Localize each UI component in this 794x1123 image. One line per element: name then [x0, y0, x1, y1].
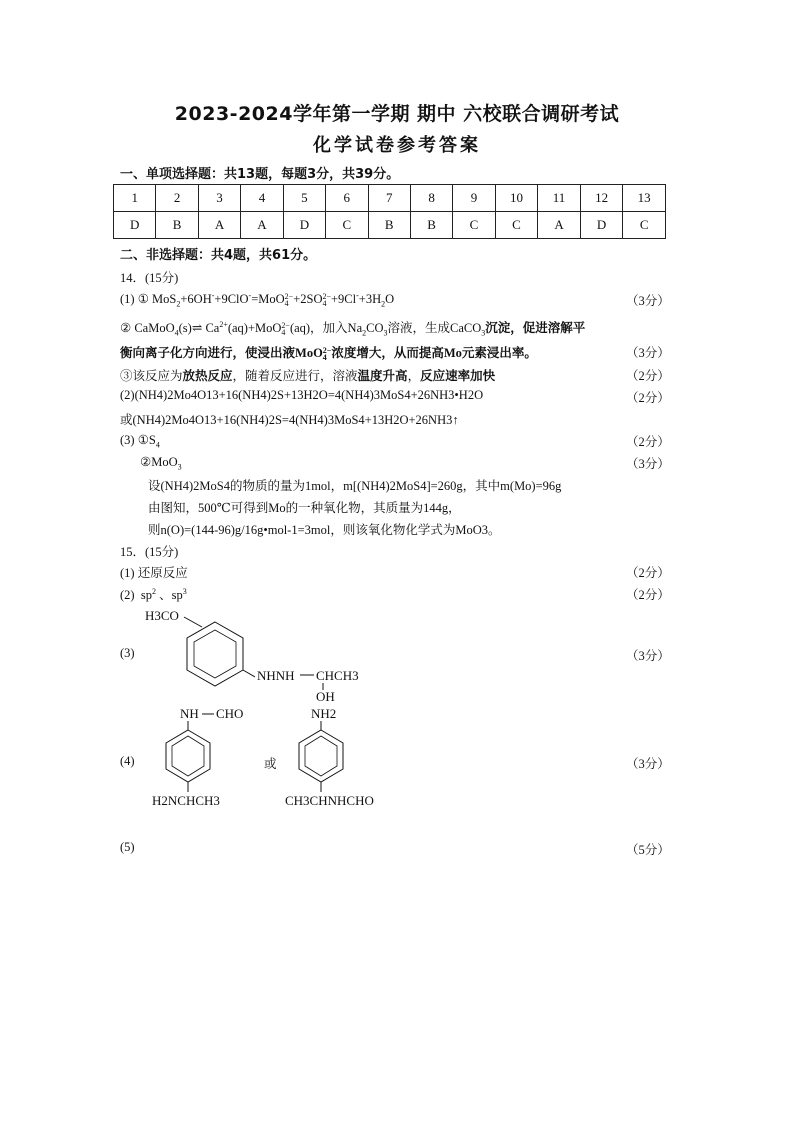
section1-heading: 一、单项选择题：共13题，每题3分，共39分。 — [120, 167, 400, 182]
benzene-inner-ring — [305, 736, 337, 776]
q15-part3-points: （3分） — [626, 649, 670, 663]
methoxy-label: H3CO — [145, 608, 179, 623]
table-cell-number: 11 — [538, 185, 581, 212]
table-cell-number: 1 — [114, 185, 156, 212]
q15-part4-structure-b — [283, 702, 393, 814]
table-cell-number: 2 — [156, 185, 198, 212]
q14-part2-equation-1: (2)(NH4)2Mo4O13+16(NH4)2S+13H2O=4(NH4)3MoS4+26NH3•H2O — [120, 388, 484, 402]
methoxy-bond — [184, 617, 202, 627]
q15-part4-points: （3分） — [626, 757, 670, 771]
answer-table-answer-row — [114, 212, 666, 239]
q14-part1-explanation-line1: ② CaMoO$_4$(s)⇌ $Ca^{2+}(aq)+MoO2-$ 4 (aq)，加入$Na_2CO_3$溶液，生成CaCO$_3$沉淀，促进溶解平 — [120, 319, 586, 338]
q14-calc-line2: 由图知，500℃可得到Mo的一种氧化物，其质量为144g， — [148, 501, 461, 515]
q14-part2-equation-2: 或(NH4)2Mo4O13+16(NH4)2S=4(NH4)3MoS4+13H2O+26NH3↑ — [120, 413, 459, 427]
answer-table — [113, 184, 666, 239]
table-cell-answer: A — [538, 212, 581, 239]
chch3-label: CHCH3 — [316, 668, 359, 683]
table-cell-answer: B — [368, 212, 410, 239]
q15-part1: (1) 还原反应 — [120, 566, 188, 580]
q14-part1-explanation-points: （3分） — [626, 346, 670, 360]
q14-part3-b: ②MoO$_3$ — [140, 455, 182, 472]
q15-part4-structure-a — [150, 702, 260, 814]
benzene-ring — [299, 730, 343, 782]
h2nchch3-label: H2NCHCH3 — [152, 793, 220, 808]
hydrazine-label: NHNH — [257, 668, 295, 683]
table-cell-number: 3 — [198, 185, 240, 212]
ch3chnhcho-label: CH3CHNHCHO — [285, 793, 374, 808]
table-cell-number: 6 — [326, 185, 368, 212]
oh-label: OH — [316, 689, 335, 704]
q14-part2-points: （2分） — [626, 391, 670, 405]
table-cell-answer: B — [410, 212, 452, 239]
nh-label: NH — [180, 706, 199, 721]
benzene-ring — [166, 730, 210, 782]
table-cell-number: 10 — [495, 185, 538, 212]
benzene-inner-ring — [194, 630, 236, 678]
table-cell-answer: C — [453, 212, 495, 239]
table-cell-number: 7 — [368, 185, 410, 212]
q14-part1-explanation-line2: 衡向离子化方向进行，使浸出液MoO2− 4 浓度增大，从而提高Mo元素浸出率。 — [120, 346, 537, 363]
q15-part3-tag: (3) — [120, 646, 135, 660]
q14-label: 14．(15分) — [120, 271, 179, 285]
q14-part1-reason-points: （2分） — [626, 369, 670, 383]
table-cell-answer: C — [495, 212, 538, 239]
q15-part2: (2) $sp^2$ 、$sp^3$ — [120, 586, 187, 602]
q15-part2-points: （2分） — [626, 588, 670, 602]
q14-part1-points: （3分） — [626, 294, 670, 308]
section2-heading: 二、非选择题：共4题，共61分。 — [120, 248, 317, 263]
page-subtitle: 化学试卷参考答案 — [313, 135, 481, 156]
q14-part1-equation: (1) ① MoS$_2$+6OH-+9ClO-=MoO2− 4 +2SO2− $4 +9Cl^-+3H_2O$ — [120, 291, 395, 309]
table-cell-number: 9 — [453, 185, 495, 212]
benzene-ring — [187, 622, 243, 686]
table-cell-answer: D — [283, 212, 325, 239]
q15-part4-tag: (4) — [120, 754, 135, 768]
q14-part1-reason: ③该反应为放热反应，随着反应进行，溶液温度升高，反应速率加快 — [120, 369, 496, 383]
table-cell-number: 5 — [283, 185, 325, 212]
table-cell-number: 8 — [410, 185, 452, 212]
q14-part3-a-points: （2分） — [626, 435, 670, 449]
q14-calc-line1: 设(NH4)2MoS4的物质的量为1mol，m[(NH4)2MoS4]=260g，其中m(Mo)=96g — [148, 479, 562, 493]
q15-part5-tag: (5) — [120, 840, 135, 854]
q15-part1-points: （2分） — [626, 566, 670, 580]
table-cell-answer: A — [241, 212, 283, 239]
table-cell-answer: D — [580, 212, 623, 239]
q15-label: 15．(15分) — [120, 545, 179, 559]
table-cell-answer: A — [198, 212, 240, 239]
page-title: 2023-2024学年第一学期 期中 六校联合调研考试 — [174, 103, 620, 125]
q14-part3-a: (3) $①S_4$ — [120, 433, 160, 450]
table-cell-number: 12 — [580, 185, 623, 212]
table-cell-answer: C — [326, 212, 368, 239]
table-cell-answer: D — [114, 212, 156, 239]
cho-label: CHO — [216, 706, 244, 721]
table-cell-answer: B — [156, 212, 198, 239]
answer-table-number-row — [114, 185, 666, 212]
table-cell-answer: C — [623, 212, 666, 239]
q15-part3-structure — [140, 600, 400, 705]
table-cell-number: 4 — [241, 185, 283, 212]
benzene-inner-ring — [172, 736, 204, 776]
q14-part3-b-points: （3分） — [626, 457, 670, 471]
q15-part5-points: （5分） — [626, 843, 670, 857]
ring-to-n-bond — [243, 670, 255, 677]
q14-calc-line3: 则n(O)=(144-96)g/16g•mol-1=3mol，则该氧化物化学式为MoO3。 — [148, 523, 501, 537]
q15-part4-or: 或 — [264, 757, 277, 771]
nh2-label: NH2 — [311, 706, 337, 721]
table-cell-number: 13 — [623, 185, 666, 212]
